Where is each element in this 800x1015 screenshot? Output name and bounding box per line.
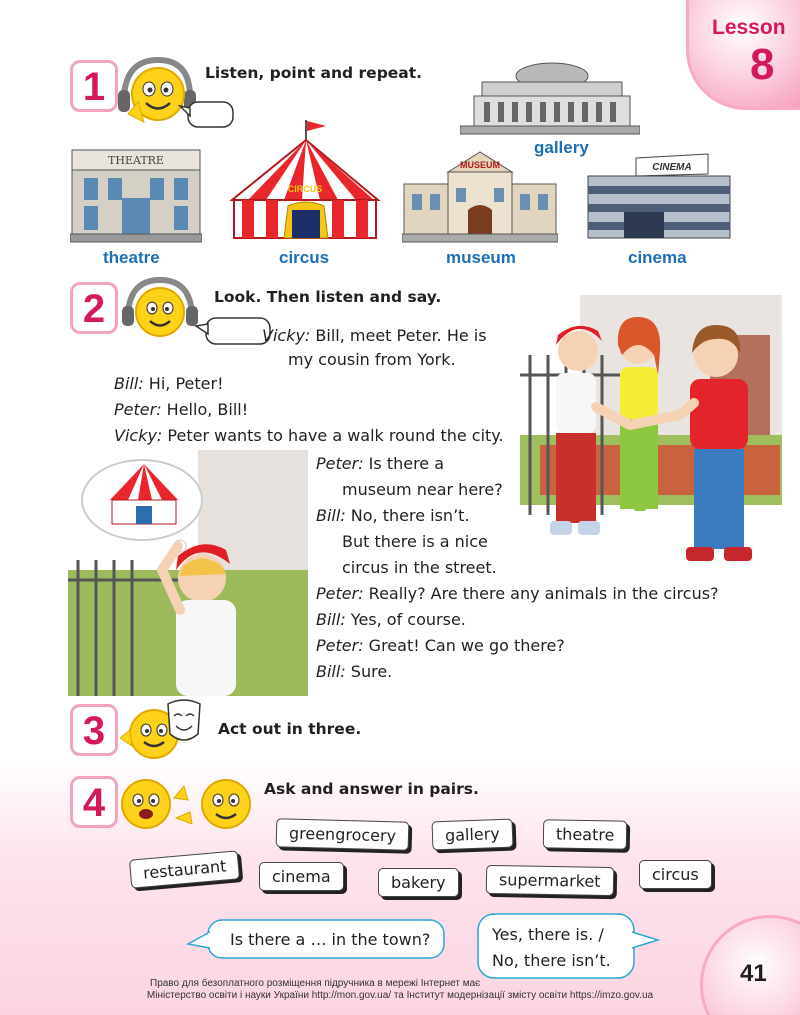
- label-cinema: cinema: [628, 248, 687, 267]
- dialogue-line: Bill: Sure.: [316, 662, 393, 681]
- word-card: greengrocery: [276, 818, 410, 850]
- label-circus: circus: [279, 248, 330, 267]
- copyright-footer: [130, 978, 670, 1002]
- exercise-2-number: 2: [70, 282, 118, 334]
- dialogue-line: museum near here?: [342, 480, 503, 499]
- museum-building-illustration: [402, 148, 558, 244]
- dialogue-line: Peter: Great! Can we go there?: [316, 636, 565, 655]
- lesson-number: 8: [750, 40, 775, 89]
- footer-line-2: Міністерство освіти і науки України http://mon.gov.ua/ та Інститут модернізації змісту освіти https://imzo.gov.ua: [146, 990, 654, 1001]
- page-number: 41: [740, 960, 767, 987]
- exercise-1-number: 1: [70, 60, 118, 112]
- two-smileys-talking-icon: [116, 768, 256, 834]
- dialogue-line: Peter: Really? Are there any animals in the circus?: [316, 584, 719, 603]
- dialogue-line: Peter: Is there a: [316, 454, 445, 473]
- word-card: supermarket: [486, 865, 614, 896]
- circus-tent-illustration: [228, 118, 382, 244]
- exercise-4-number: 4: [70, 776, 118, 828]
- exercise-3-number: 3: [70, 704, 118, 756]
- answer-bubble-text: [492, 922, 611, 974]
- word-card: bakery: [378, 868, 459, 897]
- dialogue-line: Vicky: Peter wants to have a walk round the city.: [114, 426, 504, 445]
- answer-yes: Yes, there is. /: [492, 925, 604, 944]
- gallery-building-illustration: [460, 58, 640, 136]
- lesson-label: Lesson: [712, 16, 786, 39]
- smiley-headphones-icon: [116, 276, 276, 348]
- word-card: gallery: [432, 819, 514, 851]
- dialogue-line: Peter: Hello, Bill!: [114, 400, 249, 419]
- dialogue-line: But there is a nice: [342, 532, 488, 551]
- exercise-1-instruction: Listen, point and repeat.: [205, 64, 423, 82]
- museum-sign: MUSEUM: [460, 160, 500, 170]
- dialogue-line: circus in the street.: [342, 558, 497, 577]
- answer-no: No, there isn’t.: [492, 951, 611, 970]
- theatre-building-illustration: [70, 148, 202, 244]
- boy-thinking-circus-illustration: [68, 450, 308, 696]
- cinema-sign: CINEMA: [652, 162, 692, 173]
- cinema-building-illustration: [584, 150, 734, 246]
- label-gallery: gallery: [534, 138, 589, 157]
- exercise-4-instruction: Ask and answer in pairs.: [264, 780, 479, 798]
- dialogue-line: Vicky: Bill, meet Peter. He is: [262, 326, 487, 345]
- word-card: theatre: [543, 819, 628, 849]
- question-bubble-text: Is there a … in the town?: [230, 930, 431, 949]
- label-theatre: theatre: [103, 248, 160, 267]
- exercise-2-instruction: Look. Then listen and say.: [214, 288, 442, 306]
- footer-line-1: Право для безоплатного розміщення підручника в мережі Інтернет має: [150, 978, 481, 989]
- circus-sign: CIRCUS: [287, 184, 323, 194]
- smiley-mask-icon: [114, 694, 214, 764]
- exercise-3-instruction: Act out in three.: [218, 720, 362, 738]
- dialogue-line: Bill: Hi, Peter!: [114, 374, 224, 393]
- word-card: restaurant: [129, 850, 241, 888]
- theatre-sign: THEATRE: [108, 154, 164, 167]
- word-card: cinema: [259, 862, 344, 891]
- dialogue-line: Bill: Yes, of course.: [316, 610, 466, 629]
- dialogue-line: Bill: No, there isn’t.: [316, 506, 470, 525]
- label-museum: museum: [446, 248, 516, 267]
- word-card: circus: [639, 860, 712, 889]
- dialogue-line: my cousin from York.: [288, 350, 456, 369]
- kids-greeting-illustration: [520, 295, 782, 573]
